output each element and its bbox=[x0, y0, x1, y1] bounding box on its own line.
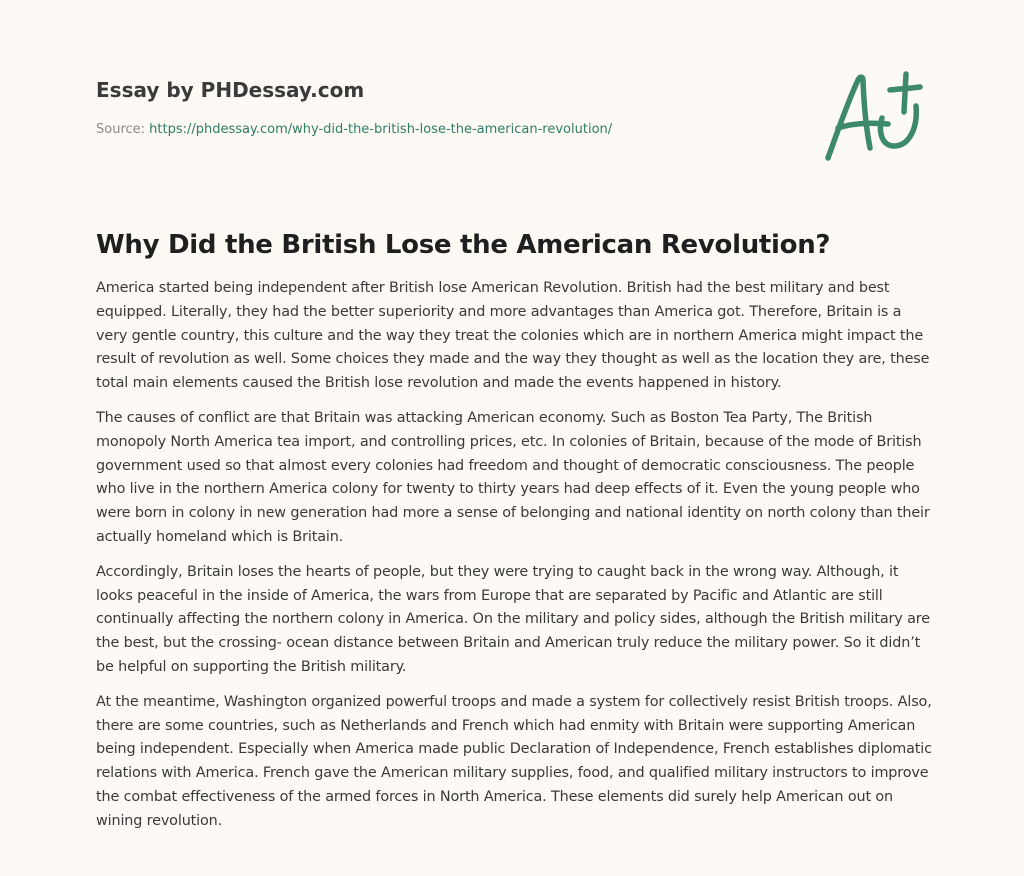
essay bbox=[96, 225, 932, 845]
source-line bbox=[96, 120, 776, 140]
site-title: Essay by PHDessay.com bbox=[96, 78, 365, 102]
page-header bbox=[96, 76, 776, 140]
essay-paragraph: At the meantime, Washington organized powerful troops and made a system for collectively resist British troops. Also, there are some countries, such as Netherlands and French which had enmity with Britain were supporting American being independent. Especially when America made public Declaration of Independence, French establishes diplomatic relations with America. French gave the American military supplies, food, and qualified military instructors to improve the combat effectiveness of the armed forces in North America. These elements did surely help American out on wining revolution. bbox=[96, 693, 932, 829]
essay-paragraph: The causes of conflict are that Britain was attacking American economy. Such as Boston Tea Party, The British monopoly North America tea import, and controlling prices, etc. In colonies of Britain, because of the mode of British government used so that almost every colonies had freedom and thought of democratic consciousness. The people who live in the northern America colony for twenty to thirty years had deep effects of it. Even the young people who were born in colony in new generation had more a sense of belonging and national identity on north colony than their actually homeland which is Britain. bbox=[96, 409, 930, 545]
essay-paragraph: America started being independent after British lose American Revolution. British had the best military and best equipped. Literally, they had the better superiority and more advantages than America got. Therefore, Britain is a very gentle country, this culture and the way they treat the colonies which are in northern America might impact the result of revolution as well. Some choices they made and the way they thought as well as the location they are, these total main elements caused the British lose revolution and made the events happened in history. bbox=[96, 280, 930, 392]
source-link[interactable]: https://phdessay.com/why-did-the-british-lose-the-american-revolution/ bbox=[149, 122, 613, 137]
essay-paragraph: Accordingly, Britain loses the hearts of people, but they were trying to caught back in the wrong way. Although, it looks peaceful in the inside of America, the wars from Europe that are separated by Pacific and Atlantic are still continually affecting the northern colony in America. On the military and policy sides, although the British military are the best, but the crossing- ocean distance between Britain and American truly reduce the military power. So it didn’t be helpful on supporting the British military. bbox=[96, 563, 930, 675]
source-label: Source: bbox=[96, 122, 146, 137]
essay-title: Why Did the British Lose the American Revolution? bbox=[96, 230, 831, 260]
a-plus-grade-logo-icon bbox=[820, 66, 930, 166]
